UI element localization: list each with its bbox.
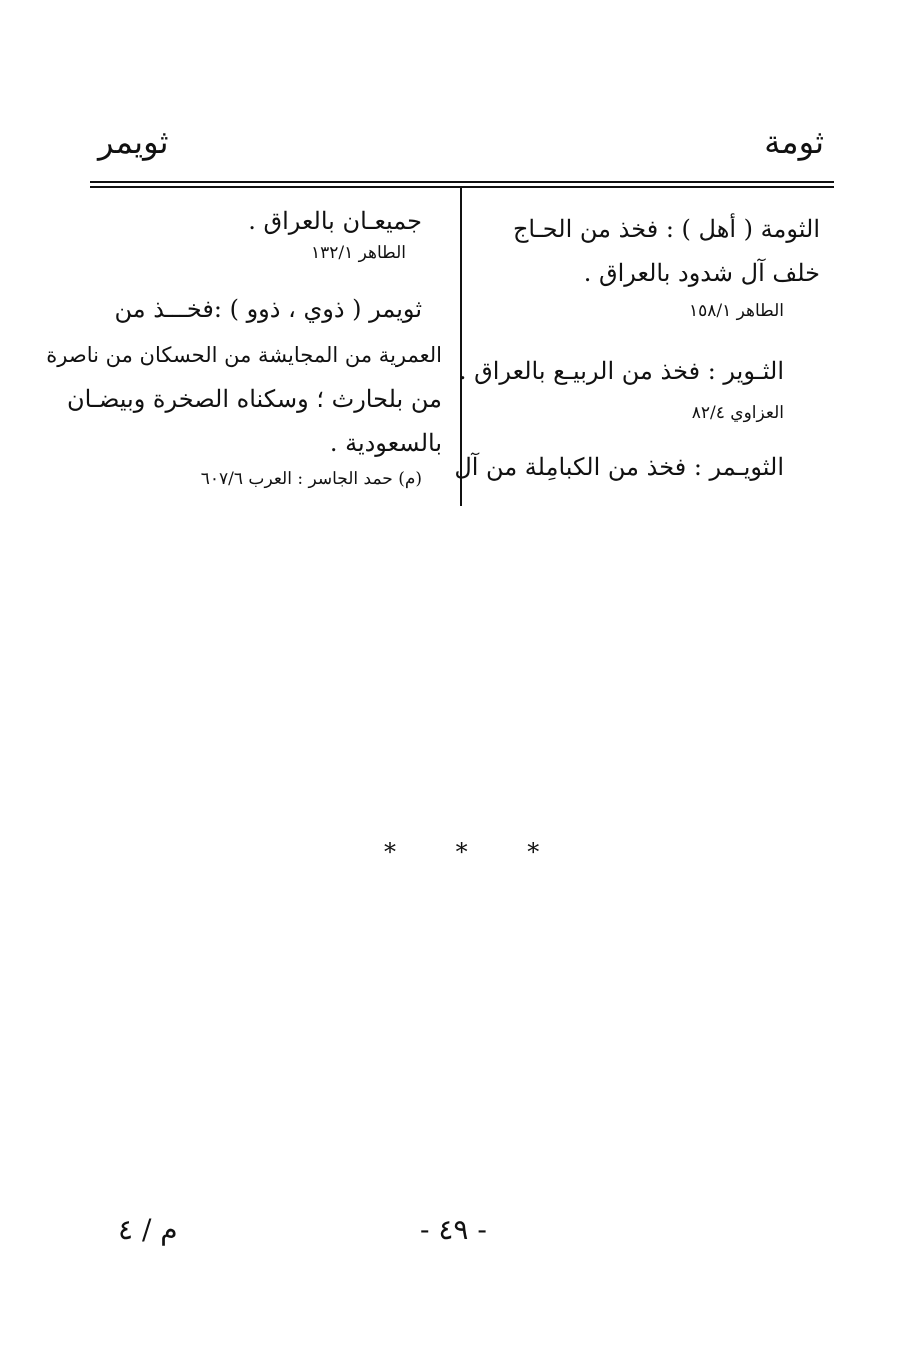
header-word-right: ثومة bbox=[764, 123, 824, 161]
separator-star: * bbox=[527, 838, 540, 866]
left-entry-2-line-2: العمرية من المجايشة من الحسكان من ناصرة bbox=[46, 343, 442, 367]
left-entry-2-line-3: من بلحارث ؛ وسكناه الصخرة وبيضـان bbox=[67, 385, 442, 413]
right-entry-2-source: العزاوي ٨٢/٤ bbox=[691, 403, 784, 423]
separator-star: * bbox=[455, 838, 468, 866]
right-entry-1-source: الطاهر ١٥٨/١ bbox=[688, 301, 784, 321]
header-rule-top bbox=[90, 181, 834, 183]
left-entry-2-line-1: ثويمر ( ذوي ، ذوو ) :فخـــذ من bbox=[114, 295, 422, 323]
page-number: - ٤٩ - bbox=[420, 1213, 487, 1246]
right-entry-2-line-1: الثـوير : فخذ من الربيـع بالعراق . bbox=[458, 357, 784, 385]
header-word-left: ثويمر bbox=[98, 123, 169, 161]
right-entry-3-line-1: الثويـمر : فخذ من الكبامِلة من آل bbox=[454, 453, 784, 481]
left-entry-1-source: الطاهر ١٣٢/١ bbox=[310, 243, 406, 263]
header-rule-bottom bbox=[90, 186, 834, 188]
signature-mark: م / ٤ bbox=[118, 1213, 178, 1246]
left-entry-1-line-1: جميعـان بالعراق . bbox=[248, 207, 422, 235]
section-separator bbox=[358, 838, 565, 866]
right-entry-1-line-1: الثومة ( أهل ) : فخذ من الحـاج bbox=[512, 215, 820, 243]
left-entry-2-source: (م) حمد الجاسر : العرب ٦٠٧/٦ bbox=[200, 469, 422, 489]
separator-star: * bbox=[384, 838, 396, 866]
left-entry-2-line-4: بالسعودية . bbox=[329, 429, 442, 457]
right-entry-1-line-2: خلف آل شدود بالعراق . bbox=[583, 259, 820, 287]
